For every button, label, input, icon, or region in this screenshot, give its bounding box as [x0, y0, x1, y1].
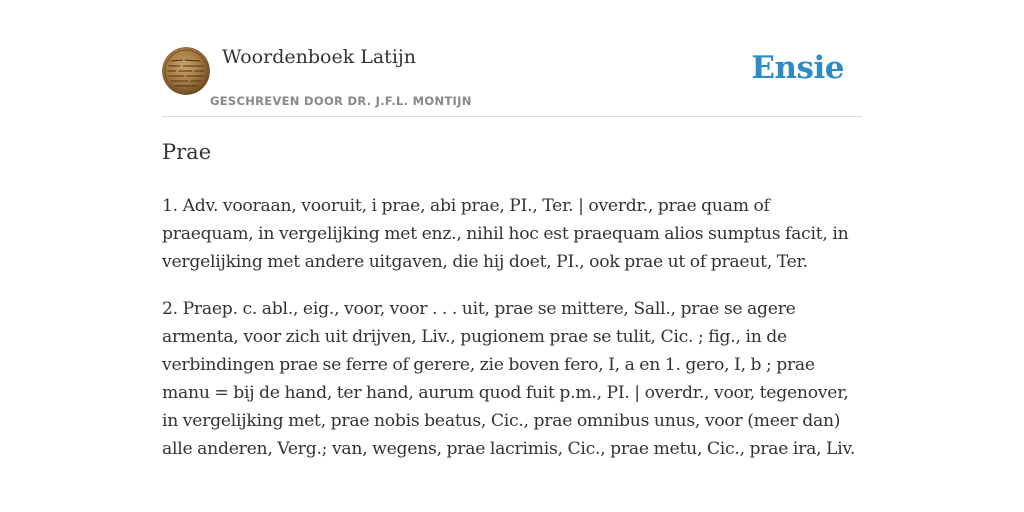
entry-body — [162, 192, 862, 482]
author-byline[interactable]: GESCHREVEN DOOR DR. J.F.L. MONTIJN — [210, 94, 472, 108]
ensie-logo[interactable]: Ensie — [751, 50, 844, 86]
definition-paragraph: 2. Praep. c. abl., eig., voor, voor . . . uit, prae se mittere, Sall., prae se agere armenta, voor zich uit drijven, Liv., pugionem prae se tulit, Cic. ; fig., in de verbindingen prae se ferre of gerere, zie boven fero, I, a en 1. gero, I, b ; prae manu = bij de hand, ter hand, aurum quod fuit p.m., PI. | overdr., voor, tegenover, in vergelijking met, prae nobis beatus, Cic., prae omnibus unus, voor (meer dan) alle anderen, Verg.; van, wegens, prae lacrimis, Cic., prae metu, Cic., prae ira, Liv. — [162, 299, 856, 459]
coin-seal-icon[interactable] — [162, 47, 210, 95]
definition-paragraph: 1. Adv. vooraan, vooruit, i prae, abi prae, PI., Ter. | overdr., prae quam of praequam, in vergelijking met enz., nihil hoc est praequam alios sumptus facit, in vergelijking met andere uitgaven, die hij doet, PI., ook prae ut of praeut, Ter. — [162, 196, 849, 272]
entry-title: Prae — [162, 140, 212, 164]
book-title[interactable]: Woordenboek Latijn — [222, 46, 417, 68]
page-container — [162, 0, 862, 459]
dictionary-header — [162, 0, 862, 117]
